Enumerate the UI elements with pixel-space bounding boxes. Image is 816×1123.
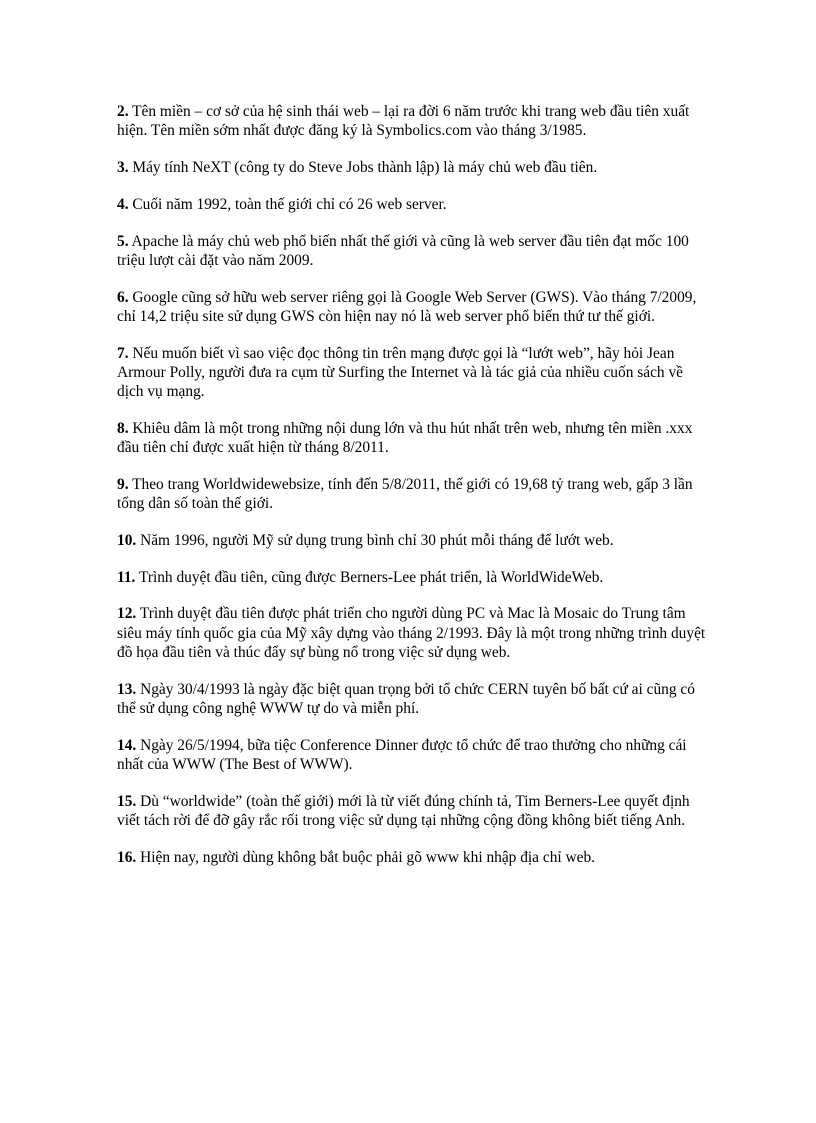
fact-number: 2. — [117, 103, 129, 120]
fact-number: 7. — [117, 344, 129, 362]
fact-number: 3. — [117, 159, 129, 176]
fact-paragraph — [117, 344, 707, 402]
fact-paragraph — [117, 232, 707, 270]
fact-paragraph — [117, 288, 707, 326]
fact-paragraph — [117, 419, 707, 457]
fact-text: Apache là máy chủ web phổ biến nhất thế giới và cũng là web server đầu tiên đạt mốc 100 triệu lượt cài đặt vào năm 2009. — [117, 232, 689, 269]
fact-number: 6. — [117, 288, 129, 306]
fact-number: 16. — [117, 848, 137, 866]
fact-text: Năm 1996, người Mỹ sử dụng trung bình chỉ 30 phút mỗi tháng để lướt web. — [140, 531, 614, 549]
fact-number: 13. — [117, 680, 137, 698]
fact-paragraph — [117, 195, 707, 214]
fact-number: 15. — [117, 792, 137, 810]
fact-paragraph — [117, 568, 707, 587]
fact-paragraph — [117, 792, 707, 830]
fact-text: Ngày 30/4/1993 là ngày đặc biệt quan trọng bởi tổ chức CERN tuyên bố bất cứ ai cũng có thể sử dụng công nghệ WWW tự do và miễn phí. — [117, 680, 695, 717]
fact-text: Ngày 26/5/1994, bữa tiệc Conference Dinner được tổ chức để trao thưởng cho những cái nhất của WWW (The Best of WWW). — [117, 736, 687, 773]
fact-text: Trình duyệt đầu tiên được phát triển cho người dùng PC và Mac là Mosaic do Trung tâm siêu máy tính quốc gia của Mỹ xây dựng vào tháng 2/1993. Đây là một trong những trình duyệt đồ họa đầu tiên và thúc đẩy sự bùng nổ trong việc sử dụng web. — [117, 605, 706, 661]
fact-text: Trình duyệt đầu tiên, cũng được Berners-Lee phát triển, là WorldWideWeb. — [138, 568, 604, 586]
fact-number: 14. — [117, 736, 137, 754]
fact-number: 4. — [117, 195, 129, 213]
fact-paragraph — [117, 604, 707, 662]
fact-number: 11. — [117, 568, 136, 586]
fact-text: Google cũng sở hữu web server riêng gọi là Google Web Server (GWS). Vào tháng 7/2009, chỉ 14,2 triệu site sử dụng GWS còn hiện nay nó là web server phổ biến thứ tư thế giới. — [117, 288, 697, 325]
fact-paragraph — [117, 531, 707, 550]
fact-text: Cuối năm 1992, toàn thế giới chỉ có 26 web server. — [132, 195, 447, 213]
fact-number: 5. — [117, 232, 129, 250]
fact-number: 10. — [117, 531, 137, 549]
fact-paragraph — [117, 158, 707, 177]
fact-paragraph — [117, 102, 707, 140]
fact-text: Nếu muốn biết vì sao việc đọc thông tin trên mạng được gọi là “lướt web”, hãy hỏi Jean Armour Polly, người đưa ra cụm từ Surfing the Internet và là tác giả của nhiều cuốn sách về dịch vụ mạng. — [117, 344, 683, 400]
fact-paragraph — [117, 848, 707, 867]
fact-number: 8. — [117, 419, 129, 437]
fact-text: Máy tính NeXT (công ty do Steve Jobs thành lập) là máy chủ web đầu tiên. — [132, 159, 598, 176]
fact-text: Tên miền – cơ sở của hệ sinh thái web – lại ra đời 6 năm trước khi trang web đầu tiên xuất hiện. Tên miền sớm nhất được đăng ký là Symbolics.com vào tháng 3/1985. — [117, 103, 690, 140]
fact-text: Hiện nay, người dùng không bắt buộc phải gõ www khi nhập địa chỉ web. — [140, 848, 595, 866]
fact-number: 12. — [117, 605, 137, 623]
fact-text: Dù “worldwide” (toàn thế giới) mới là từ viết đúng chính tả, Tim Berners-Lee quyết định viết tách rời để đỡ gây rắc rối trong việc sử dụng tại những cộng đồng không biết tiếng Anh. — [117, 792, 690, 829]
fact-paragraph — [117, 736, 707, 774]
fact-paragraph — [117, 680, 707, 718]
fact-text: Khiêu dâm là một trong những nội dung lớn và thu hút nhất trên web, nhưng tên miền .xxx đầu tiên chỉ được xuất hiện từ tháng 8/2011. — [117, 419, 693, 456]
fact-paragraph — [117, 475, 707, 513]
fact-text: Theo trang Worldwidewebsize, tính đến 5/8/2011, thế giới có 19,68 tỷ trang web, gấp 3 lần tổng dân số toàn thế giới. — [117, 475, 693, 512]
fact-number: 9. — [117, 475, 129, 493]
document-body — [117, 102, 707, 884]
